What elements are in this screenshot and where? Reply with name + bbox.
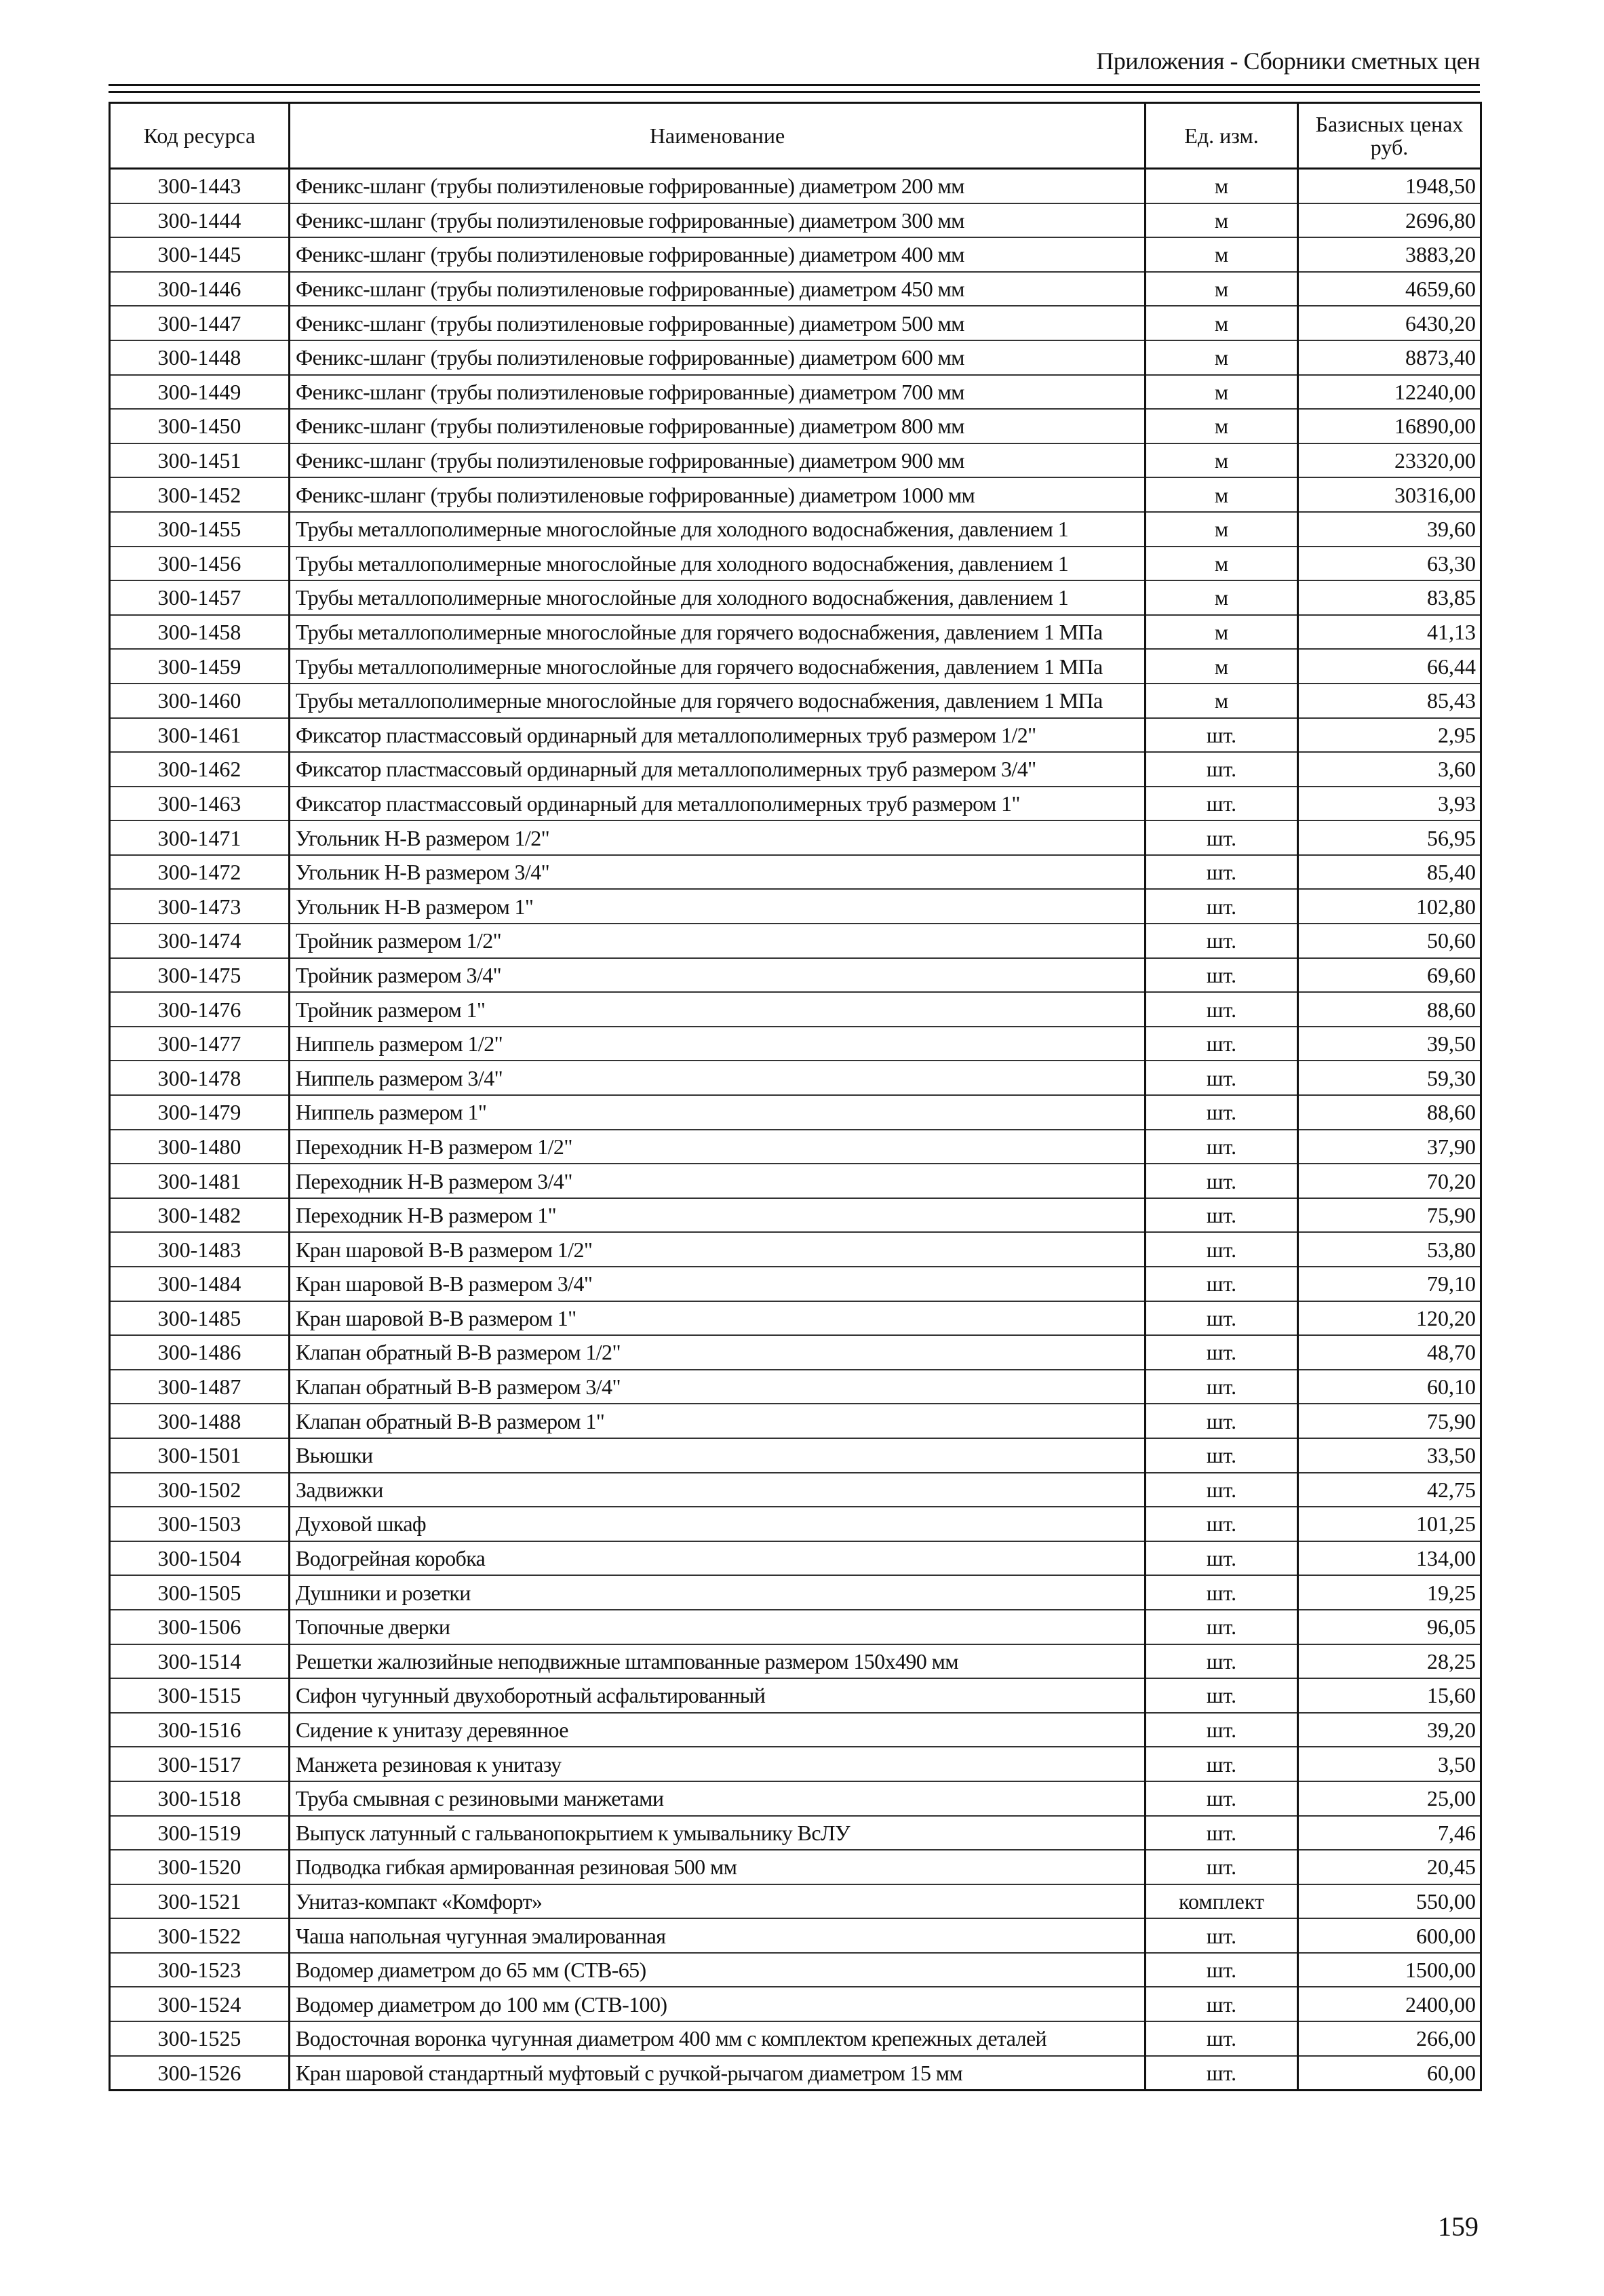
table-row — [110, 1473, 1481, 1507]
item-name-cell: Феникс-шланг (трубы полиэтиленовые гофрированные) диаметром 800 мм — [290, 409, 1146, 443]
unit-cell: шт. — [1146, 1370, 1298, 1404]
item-name-cell: Выпуск латунный с гальванопокрытием к умывальнику ВсЛУ — [290, 1816, 1146, 1850]
table-row — [110, 1541, 1481, 1576]
table-row — [110, 1747, 1481, 1781]
item-name-cell: Ниппель размером 1/2" — [290, 1027, 1146, 1061]
table-row — [110, 2021, 1481, 2056]
table-row — [110, 820, 1481, 855]
unit-cell: м — [1146, 203, 1298, 238]
item-name-cell: Трубы металлополимерные многослойные для горячего водоснабжения, давлением 1 МПа — [290, 615, 1146, 650]
price-cell: 75,90 — [1298, 1198, 1481, 1233]
item-name-cell: Трубы металлополимерные многослойные для горячего водоснабжения, давлением 1 МПа — [290, 684, 1146, 718]
resource-code-cell: 300-1477 — [110, 1027, 290, 1061]
price-cell: 2400,00 — [1298, 1987, 1481, 2021]
resource-code-cell: 300-1520 — [110, 1850, 290, 1884]
unit-cell: м — [1146, 684, 1298, 718]
item-name-cell: Вьюшки — [290, 1438, 1146, 1473]
resource-code-cell: 300-1521 — [110, 1884, 290, 1919]
unit-cell: шт. — [1146, 1713, 1298, 1747]
price-cell: 2,95 — [1298, 718, 1481, 753]
unit-cell: шт. — [1146, 820, 1298, 855]
unit-cell: шт. — [1146, 1232, 1298, 1267]
column-header-code: Код ресурса — [110, 103, 290, 169]
resource-code-cell: 300-1456 — [110, 547, 290, 581]
resource-code-cell: 300-1447 — [110, 306, 290, 340]
resource-code-cell: 300-1518 — [110, 1781, 290, 1816]
unit-cell: шт. — [1146, 1781, 1298, 1816]
table-row — [110, 547, 1481, 581]
resource-code-cell: 300-1482 — [110, 1198, 290, 1233]
item-name-cell: Угольник Н-В размером 1" — [290, 889, 1146, 924]
price-cell: 88,60 — [1298, 1095, 1481, 1130]
price-cell: 3,50 — [1298, 1747, 1481, 1781]
table-row — [110, 718, 1481, 753]
table-row — [110, 752, 1481, 787]
resource-code-cell: 300-1462 — [110, 752, 290, 787]
resource-code-cell: 300-1445 — [110, 237, 290, 272]
item-name-cell: Трубы металлополимерные многослойные для холодного водоснабжения, давлением 1 — [290, 580, 1146, 615]
table-row — [110, 1713, 1481, 1747]
item-name-cell: Фиксатор пластмассовый ординарный для металлополимерных труб размером 1" — [290, 787, 1146, 821]
resource-code-cell: 300-1461 — [110, 718, 290, 753]
price-cell: 102,80 — [1298, 889, 1481, 924]
item-name-cell: Феникс-шланг (трубы полиэтиленовые гофрированные) диаметром 450 мм — [290, 272, 1146, 306]
table-row — [110, 1781, 1481, 1816]
table-row — [110, 1610, 1481, 1644]
resource-code-cell: 300-1474 — [110, 924, 290, 958]
price-cell: 8873,40 — [1298, 340, 1481, 375]
price-cell: 41,13 — [1298, 615, 1481, 650]
resource-code-cell: 300-1519 — [110, 1816, 290, 1850]
unit-cell: шт. — [1146, 1027, 1298, 1061]
price-cell: 56,95 — [1298, 820, 1481, 855]
resource-code-cell: 300-1483 — [110, 1232, 290, 1267]
item-name-cell: Феникс-шланг (трубы полиэтиленовые гофрированные) диаметром 600 мм — [290, 340, 1146, 375]
resource-code-cell: 300-1504 — [110, 1541, 290, 1576]
price-cell: 83,85 — [1298, 580, 1481, 615]
table-header — [110, 103, 1481, 169]
price-cell: 20,45 — [1298, 1850, 1481, 1884]
item-name-cell: Феникс-шланг (трубы полиэтиленовые гофрированные) диаметром 200 мм — [290, 169, 1146, 203]
table-row — [110, 787, 1481, 821]
price-cell: 59,30 — [1298, 1061, 1481, 1095]
unit-cell: шт. — [1146, 1095, 1298, 1130]
item-name-cell: Феникс-шланг (трубы полиэтиленовые гофрированные) диаметром 700 мм — [290, 375, 1146, 410]
item-name-cell: Подводка гибкая армированная резиновая 500 мм — [290, 1850, 1146, 1884]
table-row — [110, 1507, 1481, 1541]
price-cell: 66,44 — [1298, 649, 1481, 684]
unit-cell: шт. — [1146, 1507, 1298, 1541]
item-name-cell: Тройник размером 1" — [290, 992, 1146, 1027]
table-row — [110, 1816, 1481, 1850]
price-cell: 60,10 — [1298, 1370, 1481, 1404]
header-rule-double — [109, 91, 1480, 93]
unit-cell: шт. — [1146, 1061, 1298, 1095]
unit-cell: шт. — [1146, 1816, 1298, 1850]
table-row — [110, 272, 1481, 306]
unit-cell: м — [1146, 306, 1298, 340]
item-name-cell: Чаша напольная чугунная эмалированная — [290, 1918, 1146, 1953]
table-row — [110, 1061, 1481, 1095]
unit-cell: м — [1146, 340, 1298, 375]
item-name-cell: Угольник Н-В размером 3/4" — [290, 855, 1146, 890]
unit-cell: шт. — [1146, 2021, 1298, 2056]
resource-code-cell: 300-1503 — [110, 1507, 290, 1541]
item-name-cell: Труба смывная с резиновыми манжетами — [290, 1781, 1146, 1816]
unit-cell: м — [1146, 272, 1298, 306]
table-row — [110, 1164, 1481, 1198]
item-name-cell: Задвижки — [290, 1473, 1146, 1507]
unit-cell: шт. — [1146, 787, 1298, 821]
unit-cell: шт. — [1146, 1198, 1298, 1233]
price-cell: 6430,20 — [1298, 306, 1481, 340]
resource-code-cell: 300-1524 — [110, 1987, 290, 2021]
table-row — [110, 169, 1481, 203]
unit-cell: шт. — [1146, 1404, 1298, 1438]
item-name-cell: Ниппель размером 3/4" — [290, 1061, 1146, 1095]
table-row — [110, 1953, 1481, 1987]
price-cell: 12240,00 — [1298, 375, 1481, 410]
unit-cell: шт. — [1146, 1747, 1298, 1781]
resource-code-cell: 300-1514 — [110, 1644, 290, 1679]
item-name-cell: Клапан обратный В-В размером 1" — [290, 1404, 1146, 1438]
resource-code-cell: 300-1501 — [110, 1438, 290, 1473]
table-row — [110, 375, 1481, 410]
resource-code-cell: 300-1457 — [110, 580, 290, 615]
resource-code-cell: 300-1515 — [110, 1678, 290, 1713]
unit-cell: шт. — [1146, 1987, 1298, 2021]
resource-code-cell: 300-1486 — [110, 1335, 290, 1370]
item-name-cell: Феникс-шланг (трубы полиэтиленовые гофрированные) диаметром 500 мм — [290, 306, 1146, 340]
resource-code-cell: 300-1478 — [110, 1061, 290, 1095]
resource-code-cell: 300-1449 — [110, 375, 290, 410]
table-row — [110, 1438, 1481, 1473]
price-cell: 42,75 — [1298, 1473, 1481, 1507]
unit-cell: шт. — [1146, 2056, 1298, 2091]
resource-code-cell: 300-1446 — [110, 272, 290, 306]
table-row — [110, 1884, 1481, 1919]
item-name-cell: Трубы металлополимерные многослойные для холодного водоснабжения, давлением 1 — [290, 512, 1146, 547]
unit-cell: шт. — [1146, 1610, 1298, 1644]
price-cell: 120,20 — [1298, 1301, 1481, 1336]
table-row — [110, 1301, 1481, 1336]
column-header-price: Базисных ценах руб. — [1298, 103, 1481, 169]
price-cell: 30316,00 — [1298, 477, 1481, 512]
resource-code-cell: 300-1523 — [110, 1953, 290, 1987]
price-cell: 33,50 — [1298, 1438, 1481, 1473]
item-name-cell: Кран шаровой В-В размером 1/2" — [290, 1232, 1146, 1267]
price-cell: 75,90 — [1298, 1404, 1481, 1438]
unit-cell: м — [1146, 375, 1298, 410]
unit-cell: м — [1146, 409, 1298, 443]
unit-cell: шт. — [1146, 1438, 1298, 1473]
item-name-cell: Феникс-шланг (трубы полиэтиленовые гофрированные) диаметром 900 мм — [290, 443, 1146, 478]
item-name-cell: Водогрейная коробка — [290, 1541, 1146, 1576]
table-row — [110, 855, 1481, 890]
item-name-cell: Водомер диаметром до 65 мм (СТВ-65) — [290, 1953, 1146, 1987]
table-row — [110, 580, 1481, 615]
item-name-cell: Унитаз-компакт «Комфорт» — [290, 1884, 1146, 1919]
item-name-cell: Манжета резиновая к унитазу — [290, 1747, 1146, 1781]
unit-cell: м — [1146, 443, 1298, 478]
table-row — [110, 649, 1481, 684]
price-cell: 7,46 — [1298, 1816, 1481, 1850]
unit-cell: шт. — [1146, 1918, 1298, 1953]
item-name-cell: Переходник Н-В размером 3/4" — [290, 1164, 1146, 1198]
table-row — [110, 924, 1481, 958]
unit-cell: шт. — [1146, 924, 1298, 958]
unit-cell: шт. — [1146, 1575, 1298, 1610]
price-cell: 70,20 — [1298, 1164, 1481, 1198]
unit-cell: комплект — [1146, 1884, 1298, 1919]
table-body — [110, 169, 1481, 2091]
item-name-cell: Фиксатор пластмассовый ординарный для металлополимерных труб размером 3/4" — [290, 752, 1146, 787]
price-cell: 16890,00 — [1298, 409, 1481, 443]
unit-cell: шт. — [1146, 1473, 1298, 1507]
header-rule — [109, 84, 1480, 86]
resource-code-cell: 300-1452 — [110, 477, 290, 512]
unit-cell: м — [1146, 169, 1298, 203]
table-header-row — [110, 103, 1481, 169]
resource-code-cell: 300-1479 — [110, 1095, 290, 1130]
unit-cell: м — [1146, 615, 1298, 650]
price-cell: 69,60 — [1298, 958, 1481, 993]
price-cell: 88,60 — [1298, 992, 1481, 1027]
table-row — [110, 203, 1481, 238]
price-cell: 3883,20 — [1298, 237, 1481, 272]
table-row — [110, 1850, 1481, 1884]
table-row — [110, 1232, 1481, 1267]
resource-code-cell: 300-1502 — [110, 1473, 290, 1507]
price-cell: 266,00 — [1298, 2021, 1481, 2056]
price-cell: 48,70 — [1298, 1335, 1481, 1370]
item-name-cell: Ниппель размером 1" — [290, 1095, 1146, 1130]
unit-cell: м — [1146, 237, 1298, 272]
item-name-cell: Трубы металлополимерные многослойные для холодного водоснабжения, давлением 1 — [290, 547, 1146, 581]
unit-cell: м — [1146, 649, 1298, 684]
table-row — [110, 1370, 1481, 1404]
item-name-cell: Духовой шкаф — [290, 1507, 1146, 1541]
price-cell: 39,60 — [1298, 512, 1481, 547]
price-cell: 600,00 — [1298, 1918, 1481, 1953]
resource-code-cell: 300-1451 — [110, 443, 290, 478]
table-row — [110, 1095, 1481, 1130]
unit-cell: шт. — [1146, 1541, 1298, 1576]
price-cell: 63,30 — [1298, 547, 1481, 581]
item-name-cell: Трубы металлополимерные многослойные для горячего водоснабжения, давлением 1 МПа — [290, 649, 1146, 684]
item-name-cell: Тройник размером 1/2" — [290, 924, 1146, 958]
unit-cell: шт. — [1146, 1130, 1298, 1164]
resource-code-cell: 300-1506 — [110, 1610, 290, 1644]
table-row — [110, 1678, 1481, 1713]
item-name-cell: Кран шаровой стандартный муфтовый с ручкой-рычагом диаметром 15 мм — [290, 2056, 1146, 2091]
price-cell: 60,00 — [1298, 2056, 1481, 2091]
item-name-cell: Тройник размером 3/4" — [290, 958, 1146, 993]
unit-cell: м — [1146, 547, 1298, 581]
item-name-cell: Переходник Н-В размером 1" — [290, 1198, 1146, 1233]
price-cell: 79,10 — [1298, 1267, 1481, 1301]
unit-cell: шт. — [1146, 992, 1298, 1027]
price-cell: 101,25 — [1298, 1507, 1481, 1541]
item-name-cell: Водомер диаметром до 100 мм (СТВ-100) — [290, 1987, 1146, 2021]
table-row — [110, 477, 1481, 512]
item-name-cell: Решетки жалюзийные неподвижные штампованные размером 150x490 мм — [290, 1644, 1146, 1679]
unit-cell: шт. — [1146, 889, 1298, 924]
unit-cell: м — [1146, 512, 1298, 547]
price-cell: 50,60 — [1298, 924, 1481, 958]
table-row — [110, 1198, 1481, 1233]
table-row — [110, 992, 1481, 1027]
resource-code-cell: 300-1517 — [110, 1747, 290, 1781]
resource-code-cell: 300-1450 — [110, 409, 290, 443]
resource-code-cell: 300-1516 — [110, 1713, 290, 1747]
item-name-cell: Фиксатор пластмассовый ординарный для металлополимерных труб размером 1/2" — [290, 718, 1146, 753]
resource-code-cell: 300-1459 — [110, 649, 290, 684]
resource-code-cell: 300-1460 — [110, 684, 290, 718]
resource-code-cell: 300-1443 — [110, 169, 290, 203]
unit-cell: шт. — [1146, 1335, 1298, 1370]
price-cell: 19,25 — [1298, 1575, 1481, 1610]
unit-cell: м — [1146, 580, 1298, 615]
table-row — [110, 684, 1481, 718]
price-cell: 1948,50 — [1298, 169, 1481, 203]
resource-code-cell: 300-1480 — [110, 1130, 290, 1164]
item-name-cell: Феникс-шланг (трубы полиэтиленовые гофрированные) диаметром 1000 мм — [290, 477, 1146, 512]
unit-cell: шт. — [1146, 1953, 1298, 1987]
price-cell: 15,60 — [1298, 1678, 1481, 1713]
table-row — [110, 512, 1481, 547]
unit-cell: шт. — [1146, 1850, 1298, 1884]
resource-code-cell: 300-1525 — [110, 2021, 290, 2056]
price-cell: 23320,00 — [1298, 443, 1481, 478]
table-row — [110, 2056, 1481, 2091]
resource-code-cell: 300-1488 — [110, 1404, 290, 1438]
item-name-cell: Водосточная воронка чугунная диаметром 400 мм с комплектом крепежных деталей — [290, 2021, 1146, 2056]
item-name-cell: Кран шаровой В-В размером 1" — [290, 1301, 1146, 1336]
resource-code-cell: 300-1458 — [110, 615, 290, 650]
item-name-cell: Клапан обратный В-В размером 3/4" — [290, 1370, 1146, 1404]
price-cell: 39,20 — [1298, 1713, 1481, 1747]
item-name-cell: Угольник Н-В размером 1/2" — [290, 820, 1146, 855]
price-cell: 37,90 — [1298, 1130, 1481, 1164]
resource-code-cell: 300-1471 — [110, 820, 290, 855]
unit-cell: шт. — [1146, 958, 1298, 993]
resource-code-cell: 300-1526 — [110, 2056, 290, 2091]
price-cell: 25,00 — [1298, 1781, 1481, 1816]
resource-code-cell: 300-1473 — [110, 889, 290, 924]
price-cell: 134,00 — [1298, 1541, 1481, 1576]
table-row — [110, 1575, 1481, 1610]
table-row — [110, 340, 1481, 375]
unit-cell: шт. — [1146, 855, 1298, 890]
item-name-cell: Переходник Н-В размером 1/2" — [290, 1130, 1146, 1164]
item-name-cell: Сифон чугунный двухоборотный асфальтированный — [290, 1678, 1146, 1713]
price-cell: 3,93 — [1298, 787, 1481, 821]
table-row — [110, 237, 1481, 272]
unit-cell: шт. — [1146, 1678, 1298, 1713]
column-header-unit: Ед. изм. — [1146, 103, 1298, 169]
price-cell: 85,40 — [1298, 855, 1481, 890]
price-table — [109, 102, 1482, 2091]
table-row — [110, 1987, 1481, 2021]
item-name-cell: Феникс-шланг (трубы полиэтиленовые гофрированные) диаметром 300 мм — [290, 203, 1146, 238]
price-cell: 3,60 — [1298, 752, 1481, 787]
table-row — [110, 1335, 1481, 1370]
resource-code-cell: 300-1505 — [110, 1575, 290, 1610]
price-cell: 39,50 — [1298, 1027, 1481, 1061]
page-number: 159 — [1438, 2211, 1479, 2242]
item-name-cell: Топочные дверки — [290, 1610, 1146, 1644]
table-row — [110, 1267, 1481, 1301]
unit-cell: шт. — [1146, 1267, 1298, 1301]
resource-code-cell: 300-1455 — [110, 512, 290, 547]
unit-cell: шт. — [1146, 1164, 1298, 1198]
unit-cell: шт. — [1146, 752, 1298, 787]
table-row — [110, 443, 1481, 478]
price-cell: 96,05 — [1298, 1610, 1481, 1644]
price-cell: 4659,60 — [1298, 272, 1481, 306]
unit-cell: шт. — [1146, 1644, 1298, 1679]
item-name-cell: Клапан обратный В-В размером 1/2" — [290, 1335, 1146, 1370]
resource-code-cell: 300-1444 — [110, 203, 290, 238]
table-row — [110, 1644, 1481, 1679]
item-name-cell: Сидение к унитазу деревянное — [290, 1713, 1146, 1747]
price-cell: 53,80 — [1298, 1232, 1481, 1267]
table-row — [110, 1918, 1481, 1953]
column-header-name: Наименование — [290, 103, 1146, 169]
table-row — [110, 615, 1481, 650]
table-row — [110, 1027, 1481, 1061]
table-row — [110, 1404, 1481, 1438]
resource-code-cell: 300-1463 — [110, 787, 290, 821]
resource-code-cell: 300-1475 — [110, 958, 290, 993]
resource-code-cell: 300-1448 — [110, 340, 290, 375]
resource-code-cell: 300-1472 — [110, 855, 290, 890]
item-name-cell: Феникс-шланг (трубы полиэтиленовые гофрированные) диаметром 400 мм — [290, 237, 1146, 272]
resource-code-cell: 300-1481 — [110, 1164, 290, 1198]
item-name-cell: Душники и розетки — [290, 1575, 1146, 1610]
table-row — [110, 958, 1481, 993]
resource-code-cell: 300-1522 — [110, 1918, 290, 1953]
table-row — [110, 409, 1481, 443]
page-header-title: Приложения - Сборники сметных цен — [1096, 47, 1480, 75]
price-cell: 1500,00 — [1298, 1953, 1481, 1987]
unit-cell: шт. — [1146, 718, 1298, 753]
resource-code-cell: 300-1487 — [110, 1370, 290, 1404]
unit-cell: м — [1146, 477, 1298, 512]
price-cell: 28,25 — [1298, 1644, 1481, 1679]
price-cell: 550,00 — [1298, 1884, 1481, 1919]
price-cell: 85,43 — [1298, 684, 1481, 718]
table-row — [110, 889, 1481, 924]
table-row — [110, 306, 1481, 340]
resource-code-cell: 300-1485 — [110, 1301, 290, 1336]
table-row — [110, 1130, 1481, 1164]
resource-code-cell: 300-1484 — [110, 1267, 290, 1301]
resource-code-cell: 300-1476 — [110, 992, 290, 1027]
unit-cell: шт. — [1146, 1301, 1298, 1336]
item-name-cell: Кран шаровой В-В размером 3/4" — [290, 1267, 1146, 1301]
price-cell: 2696,80 — [1298, 203, 1481, 238]
